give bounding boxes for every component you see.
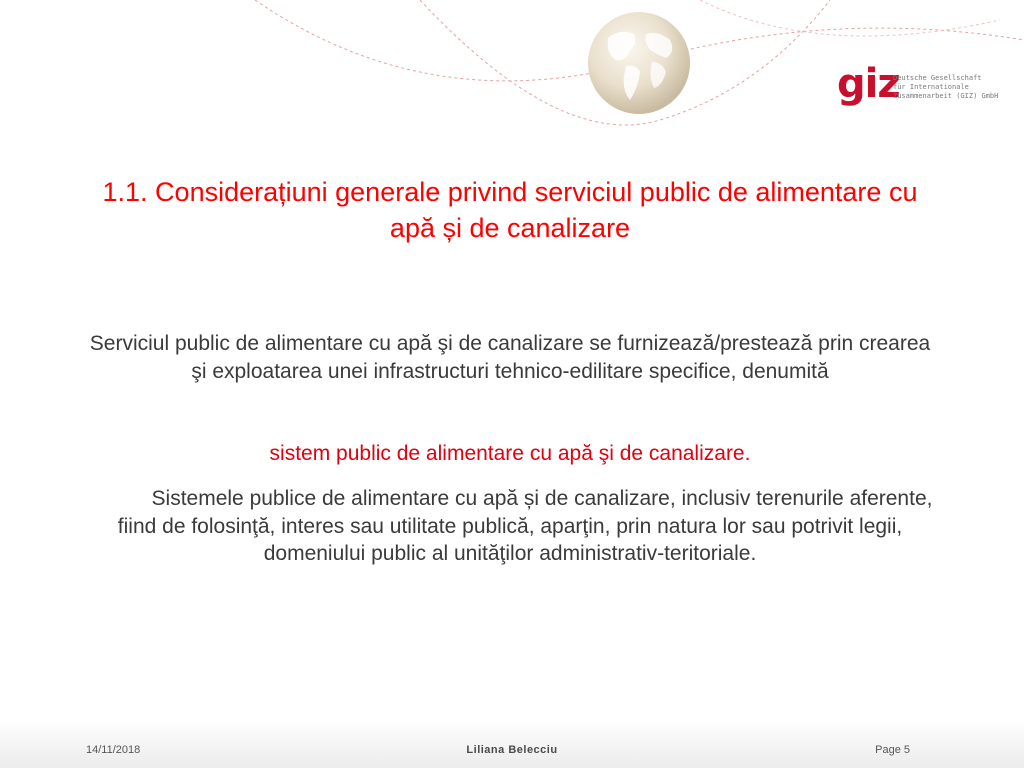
logo-org-line: für Internationale [893,83,969,91]
highlighted-paragraph: sistem public de alimentare cu apă şi de canalizare. [269,442,751,465]
slide-title: 1.1. Considerațiuni generale privind serviciul public de alimentare cu apă și de canalizare [102,177,918,243]
logo-org-line: Zusammenarbeit (GIZ) GmbH [893,92,999,100]
footer-page-number: Page 5 [875,744,910,756]
logo-org-line: Deutsche Gesellschaft [893,74,982,82]
body-paragraph: Serviciul public de alimentare cu apă şi de canalizare se furnizează/prestează prin crearea şi exploatarea unei infrastructuri tehnico-edilitare specifice, denumită [89,332,931,383]
footer-date: 14/11/2018 [86,744,141,756]
globe-icon [586,10,692,116]
logo-org-name [893,74,1013,101]
footer-author: Liliana Belecciu [466,744,558,756]
logo-mark: giz [837,61,900,107]
body-paragraph: Sistemele publice de alimentare cu apă și de canalizare, inclusiv terenurile aferente, fiind de folosinţă, interes sau utilitate publică, aparţin, prin natura lor sau potrivit legii, domeniului public al unităţilor administrativ-teritoriale. [117,487,933,565]
decor-arc [700,0,1000,36]
